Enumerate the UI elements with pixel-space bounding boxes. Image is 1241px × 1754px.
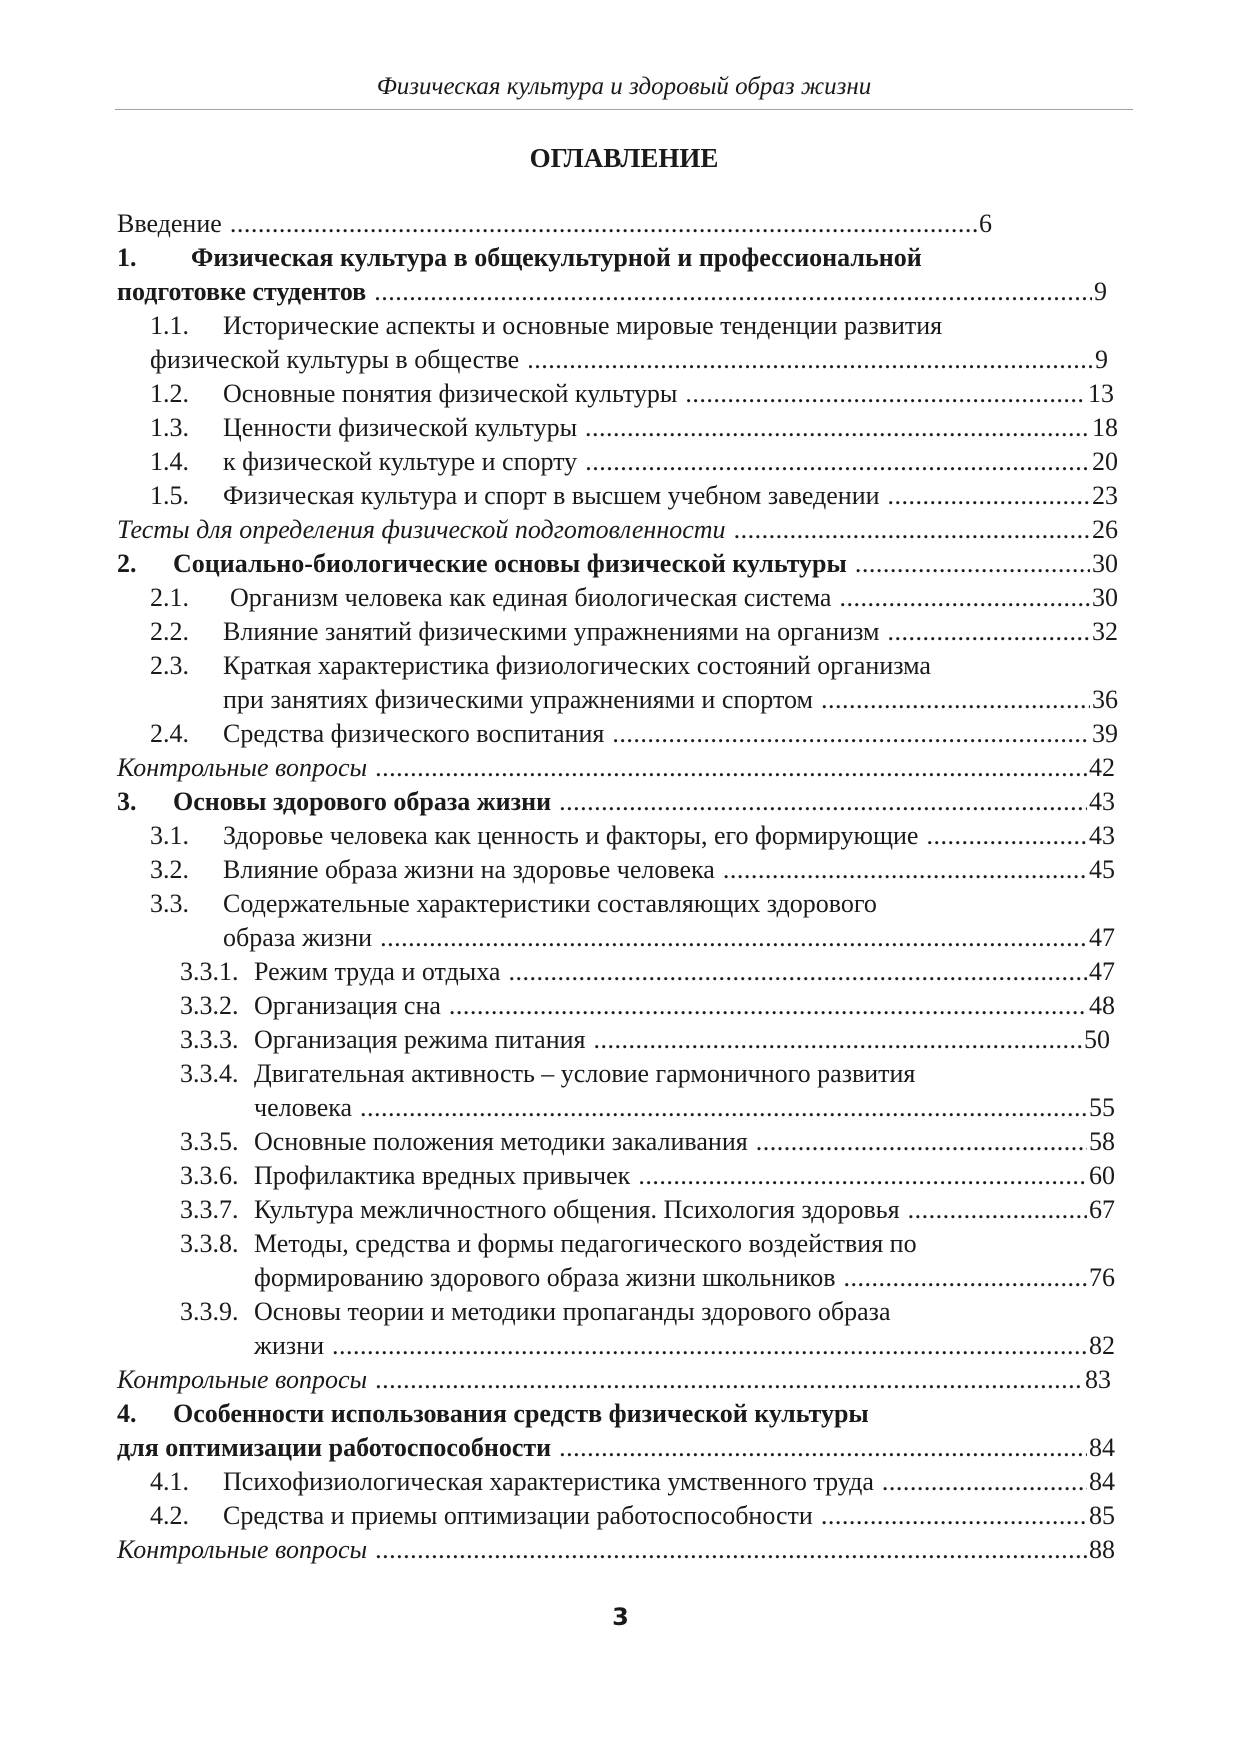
toc-page-number: 9 [1095, 345, 1108, 374]
toc-page-number: 76 [1089, 1263, 1115, 1292]
toc-entry-number: 4.1. [150, 1467, 189, 1496]
toc-entry-intro[interactable] [117, 207, 992, 241]
toc-entry-number: 4. [117, 1399, 137, 1428]
toc-page-number: 58 [1089, 1127, 1115, 1156]
toc-entry-3-3-cont[interactable] [223, 921, 1115, 955]
toc-page-number: 47 [1089, 923, 1115, 952]
toc-leader [756, 1125, 1087, 1159]
toc-entry-chapter-4[interactable] [117, 1397, 1117, 1431]
toc-entry-1-5[interactable] [150, 479, 1118, 513]
toc-page-number: 13 [1088, 379, 1114, 408]
toc-entry-3-3-4[interactable] [180, 1057, 1115, 1091]
toc-leader [374, 275, 1092, 309]
toc-leader [821, 683, 1090, 717]
toc-leader [449, 989, 1087, 1023]
running-header: Физическая культура и здоровый образ жизни [376, 73, 872, 100]
toc-entry-text: Тесты для определения физической подготовленности [117, 515, 726, 544]
toc-entry-3-3-6[interactable] [180, 1159, 1115, 1193]
toc-entry-text: Двигательная активность – условие гармоничного развития [254, 1059, 916, 1088]
toc-entry-text: Исторические аспекты и основные мировые тенденции развития [223, 311, 943, 340]
toc-leader [821, 1499, 1087, 1533]
toc-leader [375, 1533, 1087, 1567]
toc-leader [723, 853, 1087, 887]
toc-page-number: 82 [1089, 1331, 1115, 1360]
toc-entry-text: Контрольные вопросы [117, 753, 368, 782]
toc-entry-3-1[interactable] [150, 819, 1115, 853]
toc-leader [685, 377, 1086, 411]
toc-entry-number: 3.3.6. [180, 1161, 239, 1190]
toc-entry-questions-2[interactable] [117, 751, 1115, 785]
toc-leader [926, 819, 1087, 853]
toc-leader [360, 1091, 1087, 1125]
toc-page-number: 20 [1092, 447, 1118, 476]
toc-leader [888, 479, 1090, 513]
toc-entry-3-3-8-cont[interactable] [254, 1261, 1115, 1295]
toc-entry-text: жизни [254, 1331, 324, 1360]
toc-entry-1-2[interactable] [150, 377, 1114, 411]
toc-page-number: 83 [1085, 1365, 1111, 1394]
toc-entry-chapter-1-cont[interactable] [117, 275, 1107, 309]
toc-entry-number: 3.3.2. [180, 991, 239, 1020]
toc-leader [375, 751, 1087, 785]
toc-entry-2-2[interactable] [150, 615, 1118, 649]
toc-page-number: 45 [1089, 855, 1115, 884]
toc-entry-text: Ценности физической культуры [223, 413, 578, 442]
toc-entry-4-2[interactable] [150, 1499, 1115, 1533]
toc-entry-text: формированию здорового образа жизни школьников [254, 1263, 836, 1292]
toc-entry-number: 3.3.5. [180, 1127, 239, 1156]
toc-page-number: 23 [1092, 481, 1118, 510]
toc-entry-2-3-cont[interactable] [223, 683, 1118, 717]
toc-entry-text: при занятиях физическими упражнениями и спортом [223, 685, 813, 714]
toc-page-number: 88 [1089, 1535, 1115, 1564]
toc-page-number: 30 [1092, 583, 1118, 612]
toc-leader [638, 1159, 1087, 1193]
toc-page-number: 6 [979, 209, 992, 238]
toc-entry-questions-4[interactable] [117, 1533, 1115, 1567]
toc-entry-number: 1.5. [150, 481, 189, 510]
toc-entry-4-1[interactable] [150, 1465, 1115, 1499]
toc-leader [230, 207, 977, 241]
toc-page-number: 26 [1092, 515, 1118, 544]
toc-leader [908, 1193, 1087, 1227]
toc-entry-number: 3.3. [150, 889, 189, 918]
toc-entry-text: Основные положения методики закаливания [254, 1127, 748, 1156]
toc-entry-1-4[interactable] [150, 445, 1118, 479]
toc-entry-tests[interactable] [117, 513, 1118, 547]
toc-entry-text: Методы, средства и формы педагогического воздействия по [254, 1229, 917, 1258]
toc-page-number: 84 [1089, 1467, 1115, 1496]
toc-entry-number: 3.3.9. [180, 1297, 239, 1326]
toc-entry-number: 3.3.1. [180, 957, 239, 986]
toc-leader [734, 513, 1090, 547]
toc-leader [882, 1465, 1087, 1499]
toc-entry-number: 3. [117, 787, 137, 816]
toc-page-number: 85 [1089, 1501, 1115, 1530]
toc-page-number: 42 [1089, 753, 1115, 782]
toc-page-number: 43 [1089, 787, 1115, 816]
toc-entry-text: Здоровье человека как ценность и факторы, его формирующие [223, 821, 919, 850]
toc-entry-text: Контрольные вопросы [117, 1535, 368, 1564]
toc-leader [559, 1431, 1087, 1465]
toc-page-number: 18 [1092, 413, 1118, 442]
toc-entry-number: 3.3.4. [180, 1059, 239, 1088]
toc-leader [887, 615, 1090, 649]
toc-page-number: 50 [1084, 1025, 1110, 1054]
toc-entry-text: Средства физического воспитания [223, 719, 605, 748]
toc-entry-text: подготовке студентов [117, 277, 367, 306]
toc-entry-3-3[interactable] [150, 887, 1110, 921]
toc-entry-text: образа жизни [223, 923, 373, 952]
toc-entry-text: Краткая характеристика физиологических состояний организма [223, 651, 931, 680]
toc-entry-text: Организм человека как единая биологическая система [230, 583, 832, 612]
toc-leader [375, 1363, 1083, 1397]
page-number: 3 [612, 1603, 629, 1631]
toc-leader [855, 547, 1090, 581]
toc-entry-1-3[interactable] [150, 411, 1118, 445]
toc-entry-number: 2.3. [150, 651, 189, 680]
toc-entry-number: 3.3.3. [180, 1025, 239, 1054]
toc-entry-2-3[interactable] [150, 649, 1130, 683]
toc-entry-text: Основные понятия физической культуры [223, 379, 678, 408]
toc-page-number: 47 [1089, 957, 1115, 986]
toc-entry-3-3-4-cont[interactable] [254, 1091, 1115, 1125]
toc-entry-text: человека [254, 1093, 353, 1122]
toc-entry-number: 4.2. [150, 1501, 189, 1530]
toc-entry-3-3-1[interactable] [180, 955, 1115, 989]
toc-entry-chapter-3[interactable] [117, 785, 1115, 819]
toc-page-number: 36 [1092, 685, 1118, 714]
toc-entry-text: Основы теории и методики пропаганды здорового образа [254, 1297, 891, 1326]
toc-entry-3-3-9-cont[interactable] [254, 1329, 1115, 1363]
toc-entry-text: Организация сна [254, 991, 441, 1020]
toc-page-number: 60 [1089, 1161, 1115, 1190]
toc-entry-text: Социально-биологические основы физической культуры [173, 549, 847, 578]
toc-entry-3-3-3[interactable] [180, 1023, 1110, 1057]
toc-entry-3-2[interactable] [150, 853, 1115, 887]
toc-entry-text: Средства и приемы оптимизации работоспособности [223, 1501, 813, 1530]
toc-leader [843, 1261, 1087, 1295]
toc-entry-number: 1.3. [150, 413, 189, 442]
toc-entry-number: 2. [117, 549, 137, 578]
toc-page-number: 55 [1089, 1093, 1115, 1122]
toc-leader [612, 717, 1090, 751]
toc-page-number: 32 [1092, 617, 1118, 646]
toc-entry-number: 1.4. [150, 447, 189, 476]
toc-entry-number: 1.1. [150, 311, 189, 340]
toc-entry-3-3-7[interactable] [180, 1193, 1115, 1227]
toc-entry-3-3-2[interactable] [180, 989, 1115, 1023]
toc-entry-text: Контрольные вопросы [117, 1365, 368, 1394]
toc-page-number: 30 [1092, 549, 1118, 578]
toc-entry-number: 1.2. [150, 379, 189, 408]
toc-entry-text: Психофизиологическая характеристика умственного труда [223, 1467, 874, 1496]
toc-entry-text: Особенности использования средств физической культуры [173, 1399, 869, 1428]
toc-entry-number: 2.1. [150, 583, 189, 612]
toc-entry-3-3-5[interactable] [180, 1125, 1115, 1159]
toc-entry-number: 1. [117, 243, 137, 272]
toc-entry-2-4[interactable] [150, 717, 1118, 751]
toc-entry-number: 3.1. [150, 821, 189, 850]
toc-leader [380, 921, 1087, 955]
toc-entry-text: Содержательные характеристики составляющих здорового [223, 889, 877, 918]
header-divider [115, 109, 1133, 110]
toc-entry-chapter-2[interactable] [117, 547, 1118, 581]
toc-entry-chapter-1[interactable] [117, 241, 1117, 275]
toc-entry-number: 2.2. [150, 617, 189, 646]
toc-entry-text: Режим труда и отдыха [254, 957, 501, 986]
toc-entry-text: Влияние занятий физическими упражнениями на организм [223, 617, 880, 646]
toc-entry-text: Организация режима питания [254, 1025, 586, 1054]
toc-leader [839, 581, 1090, 615]
toc-title: ОГЛАВЛЕНИЕ [529, 143, 719, 173]
toc-leader [527, 343, 1093, 377]
toc-page-number: 84 [1089, 1433, 1115, 1462]
toc-page-number: 43 [1089, 821, 1115, 850]
toc-entry-chapter-4-cont[interactable] [117, 1431, 1115, 1465]
toc-entry-1-1-cont[interactable] [150, 343, 1108, 377]
toc-leader [332, 1329, 1087, 1363]
toc-entry-text: Физическая культура в общекультурной и профессиональной [191, 243, 922, 272]
toc-page-number: 9 [1094, 277, 1107, 306]
toc-page-number: 48 [1089, 991, 1115, 1020]
toc-entry-text: Основы здорового образа жизни [173, 787, 552, 816]
toc-leader [585, 411, 1090, 445]
toc-entry-2-1[interactable] [150, 581, 1118, 615]
toc-entry-text: Влияние образа жизни на здоровье человека [223, 855, 715, 884]
toc-entry-3-3-8[interactable] [180, 1227, 1115, 1261]
toc-entry-text: Культура межличностного общения. Психология здоровья [254, 1195, 900, 1224]
toc-entry-text: Физическая культура и спорт в высшем учебном заведении [223, 481, 880, 510]
toc-page-number: 67 [1089, 1195, 1115, 1224]
toc-entry-text: Введение [117, 209, 222, 238]
toc-entry-number: 2.4. [150, 719, 189, 748]
toc-entry-text: физической культуры в обществе [150, 345, 520, 374]
toc-leader [508, 955, 1087, 989]
toc-leader [585, 445, 1090, 479]
toc-entry-text: для оптимизации работоспособности [117, 1433, 552, 1462]
toc-page-number: 39 [1092, 719, 1118, 748]
toc-entry-number: 3.3.8. [180, 1229, 239, 1258]
toc-leader [593, 1023, 1082, 1057]
toc-entry-number: 3.3.7. [180, 1195, 239, 1224]
toc-entry-1-1[interactable] [150, 309, 1130, 343]
toc-leader [559, 785, 1087, 819]
toc-entry-text: к физической культуре и спорту [223, 447, 578, 476]
toc-entry-number: 3.2. [150, 855, 189, 884]
toc-entry-questions-3[interactable] [117, 1363, 1111, 1397]
toc-entry-3-3-9[interactable] [180, 1295, 1115, 1329]
toc-entry-text: Профилактика вредных привычек [254, 1161, 631, 1190]
